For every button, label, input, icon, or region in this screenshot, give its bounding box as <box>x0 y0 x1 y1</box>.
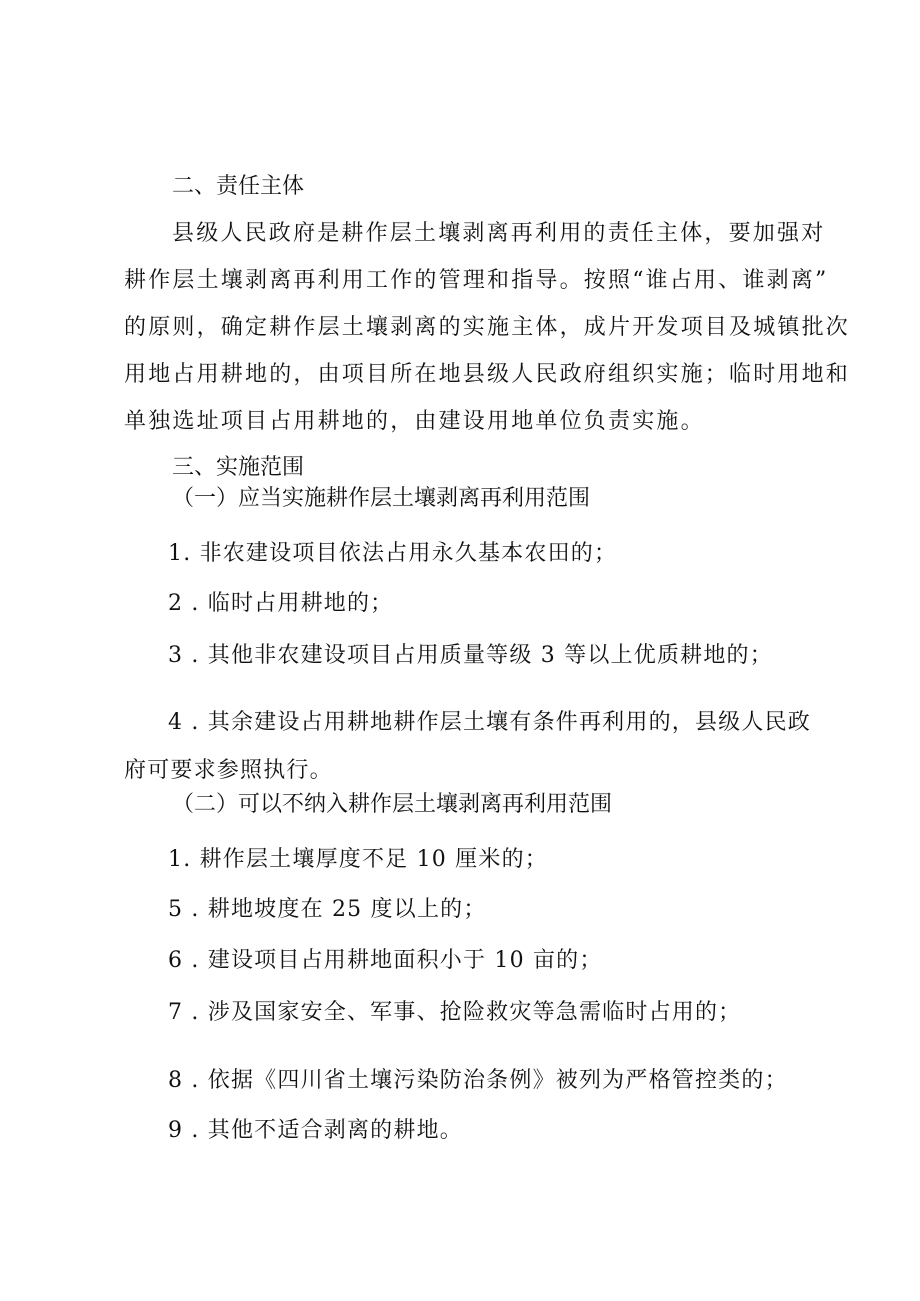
list-item: 5 . 耕地坡度在 25 度以上的； <box>168 897 487 922</box>
section-heading-responsibility: 二、责任主体 <box>172 174 305 199</box>
section-heading-scope: 三、实施范围 <box>172 455 305 480</box>
subsection-title-required: （一）应当实施耕作层土壤剥离再利用范围 <box>172 486 591 511</box>
list-item: 4 . 其余建设占用耕地耕作层土壤有条件再利用的，县级人民政 <box>168 710 811 735</box>
paragraph-line: 县级人民政府是耕作层土壤剥离再利用的责任主体，要加强对 <box>172 221 826 246</box>
list-item: 6 . 建设项目占用耕地面积小于 10 亩的； <box>168 948 603 973</box>
list-item: 2 . 临时占用耕地的； <box>168 591 394 616</box>
list-item: 7 . 涉及国家安全、军事、抢险救灾等急需临时占用的； <box>168 1000 742 1025</box>
list-item: 1. 非农建设项目依法占用永久基本农田的； <box>168 541 618 566</box>
paragraph-line: 的原则，确定耕作层土壤剥离的实施主体，成片开发项目及城镇批次 <box>124 315 851 340</box>
list-item: 3 . 其他非农建设项目占用质量等级 3 等以上优质耕地的； <box>168 643 773 668</box>
list-item: 1. 耕作层土壤厚度不足 10 厘米的； <box>168 847 548 872</box>
paragraph-line: 用地占用耕地的，由项目所在地县级人民政府组织实施；临时用地和 <box>124 362 851 387</box>
paragraph-line: 单独选址项目占用耕地的，由建设用地单位负责实施。 <box>124 409 705 434</box>
list-item: 8 . 依据《四川省土壤污染防治条例》被列为严格管控类的； <box>168 1068 788 1093</box>
subsection-title-optional: （二）可以不纳入耕作层土壤剥离再利用范围 <box>172 792 613 817</box>
paragraph-line: 耕作层土壤剥离再利用工作的管理和指导。按照“谁占用、谁剥离” <box>124 268 829 293</box>
list-item-continuation: 府可要求参照执行。 <box>124 758 333 783</box>
list-item: 9 . 其他不适合剥离的耕地。 <box>168 1118 463 1143</box>
